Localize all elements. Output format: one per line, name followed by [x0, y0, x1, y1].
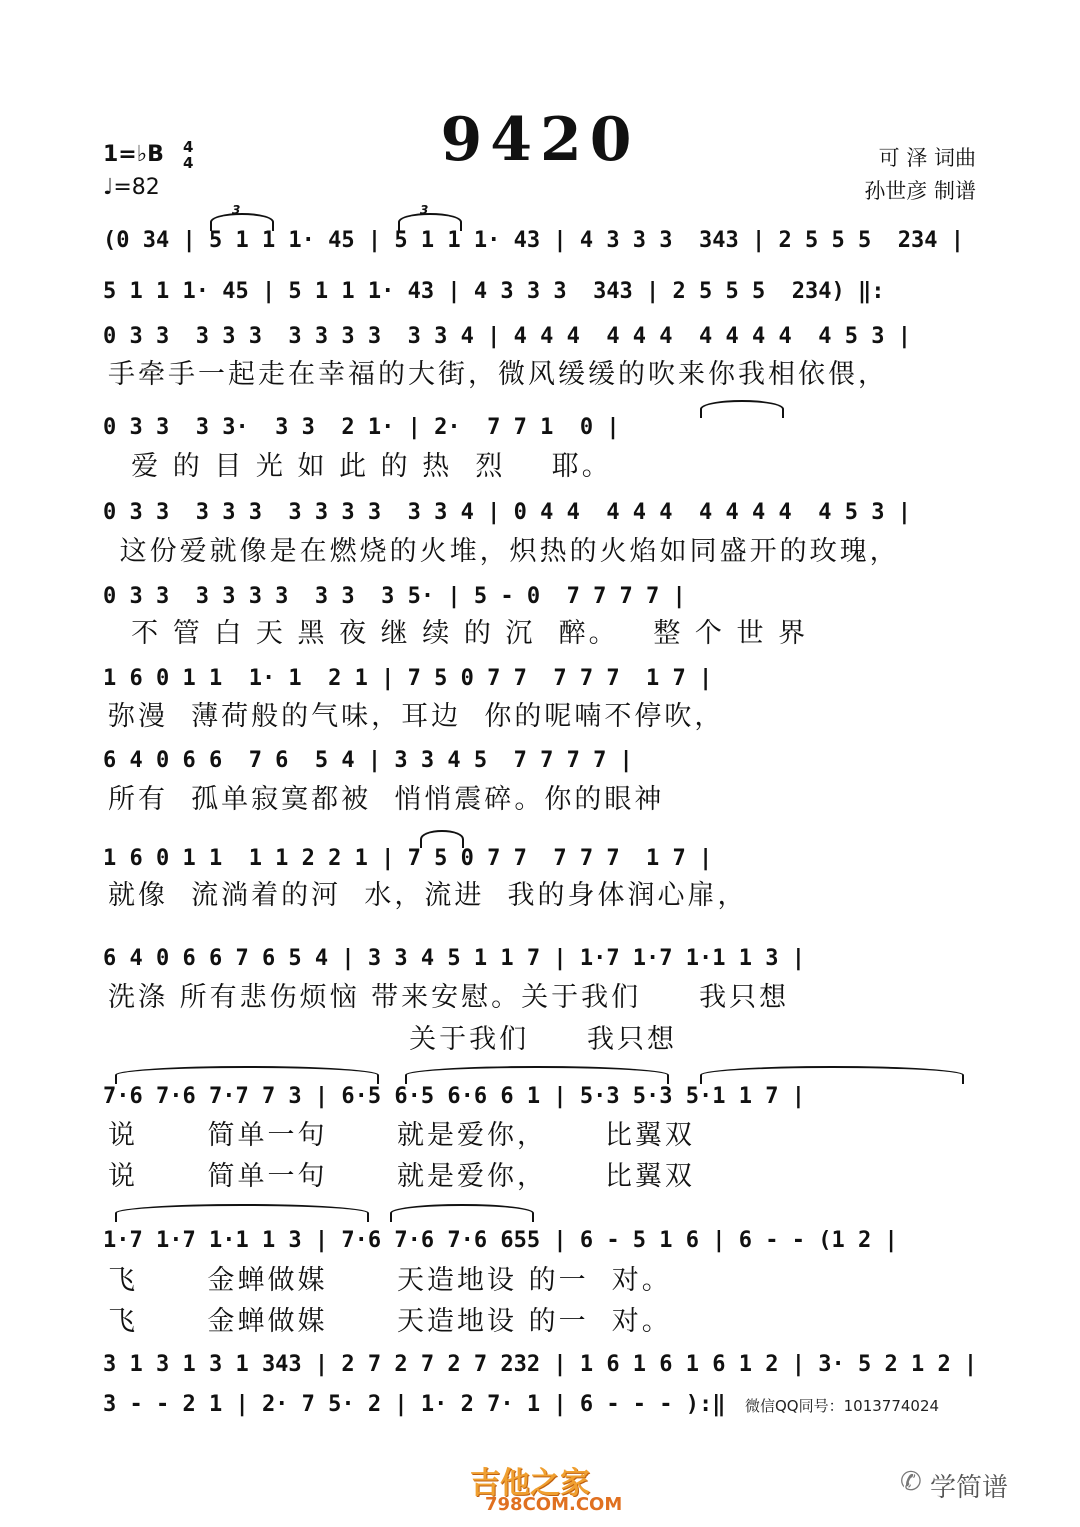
watermark-brand: 学简谱: [930, 1473, 1009, 1503]
lyric-line: 说 简单一句 就是爱你， 比翼双: [108, 1120, 695, 1151]
slur-mark: [700, 400, 784, 418]
notation-line: 5 1 1 1· 45 | 5 1 1 1· 43 | 4 3 3 3 343 | 2 5 5 5 234) ‖:: [103, 279, 885, 304]
slur-mark: [700, 1066, 964, 1084]
time-signature: [183, 139, 193, 171]
watermark-url: 798COM.COM: [485, 1494, 623, 1515]
notation-line: 3 - - 2 1 | 2· 7 5· 2 | 1· 2 7· 1 | 6 - - - ):‖: [103, 1392, 726, 1417]
notation-line: 3 1 3 1 3 1 343 | 2 7 2 7 2 7 232 | 1 6 1 6 1 6 1 2 | 3· 5 2 1 2 |: [103, 1352, 978, 1377]
slur-mark: [398, 213, 462, 231]
notation-line: 6 4 0 6 6 7 6 5 4 | 3 3 4 5 7 7 7 7 |: [103, 748, 633, 773]
notation-line: 0 3 3 3 3 3 3 3 3 3 3 3 4 | 0 4 4 4 4 4 4 4 4 4 4 5 3 |: [103, 500, 911, 525]
lyric-line: 洗涤 所有悲伤烦恼 带来安慰。关于我们 我只想: [108, 982, 790, 1013]
lyric-line: 所有 孤单寂寞都被 悄悄震碎。你的眼神: [108, 784, 665, 815]
key-signature: 1=♭B: [103, 142, 164, 167]
credit-composer: 可 泽 词曲: [878, 146, 976, 170]
lyric-line: 不 管 白 天 黑 夜 继 续 的 沉 醉。 整 个 世 界: [108, 618, 809, 649]
notation-line: 1 6 0 1 1 1 1 2 2 1 | 7 5 0 7 7 7 7 7 1 7 |: [103, 846, 713, 871]
slur-mark: [420, 830, 464, 848]
wechat-icon: ✆: [900, 1467, 922, 1497]
tempo-marking: ♩=82: [103, 175, 160, 200]
notation-line: 1·7 1·7 1·1 1 3 | 7·6 7·6 7·6 655 | 6 - 5 1 6 | 6 - - (1 2 |: [103, 1228, 898, 1253]
lyric-line: 说 简单一句 就是爱你， 比翼双: [108, 1161, 695, 1192]
lyric-line: 就像 流淌着的河 水，流进 我的身体润心扉，: [108, 880, 748, 911]
triplet-mark: 3: [232, 203, 241, 217]
slur-mark: [390, 1204, 534, 1222]
notation-line: 0 3 3 3 3· 3 3 2 1· | 2· 7 7 1 0 |: [103, 415, 620, 440]
notation-line: (0 34 | 5 1 1 1· 45 | 5 1 1 1· 43 | 4 3 3 3 343 | 2 5 5 5 234 |: [103, 228, 964, 253]
song-title: 9420: [440, 105, 640, 175]
lyric-line: 弥漫 薄荷般的气味，耳边 你的呢喃不停吹，: [108, 701, 725, 732]
lyric-line: 手牵手一起走在幸福的大街，微风缓缓的吹来你我相依偎，: [108, 359, 888, 390]
watermark-logo: 吉他之家: [470, 1466, 590, 1501]
notation-line: 0 3 3 3 3 3 3 3 3 3 5· | 5 - 0 7 7 7 7 |: [103, 584, 686, 609]
slur-mark: [210, 213, 274, 231]
triplet-mark: 3: [420, 203, 429, 217]
lyric-line: 爱 的 目 光 如 此 的 热 烈 耶。: [108, 451, 612, 482]
contact-info: 微信QQ同号：1013774024: [745, 1397, 940, 1415]
slur-mark: [115, 1066, 379, 1084]
credit-transcriber: 孙世彦 制谱: [864, 179, 976, 203]
time-sig-top: 4: [183, 138, 194, 156]
lyric-line: 飞 金蝉做媒 天造地设 的一 对。: [108, 1265, 672, 1296]
slur-mark: [115, 1204, 369, 1222]
notation-line: 7·6 7·6 7·7 7 3 | 6·5 6·5 6·6 6 1 | 5·3 5·3 5·1 1 7 |: [103, 1084, 805, 1109]
lyric-line: 关于我们 我只想: [108, 1024, 678, 1055]
notation-line: 1 6 0 1 1 1· 1 2 1 | 7 5 0 7 7 7 7 7 1 7 |: [103, 666, 713, 691]
lyric-line: 飞 金蝉做媒 天造地设 的一 对。: [108, 1306, 672, 1337]
slur-mark: [405, 1066, 669, 1084]
notation-line: 0 3 3 3 3 3 3 3 3 3 3 3 4 | 4 4 4 4 4 4 4 4 4 4 4 5 3 |: [103, 324, 911, 349]
lyric-line: 这份爱就像是在燃烧的火堆，炽热的火焰如同盛开的玫瑰，: [108, 536, 900, 567]
notation-line: 6 4 0 6 6 7 6 5 4 | 3 3 4 5 1 1 7 | 1·7 1·7 1·1 1 3 |: [103, 946, 805, 971]
time-sig-bottom: 4: [183, 154, 194, 172]
